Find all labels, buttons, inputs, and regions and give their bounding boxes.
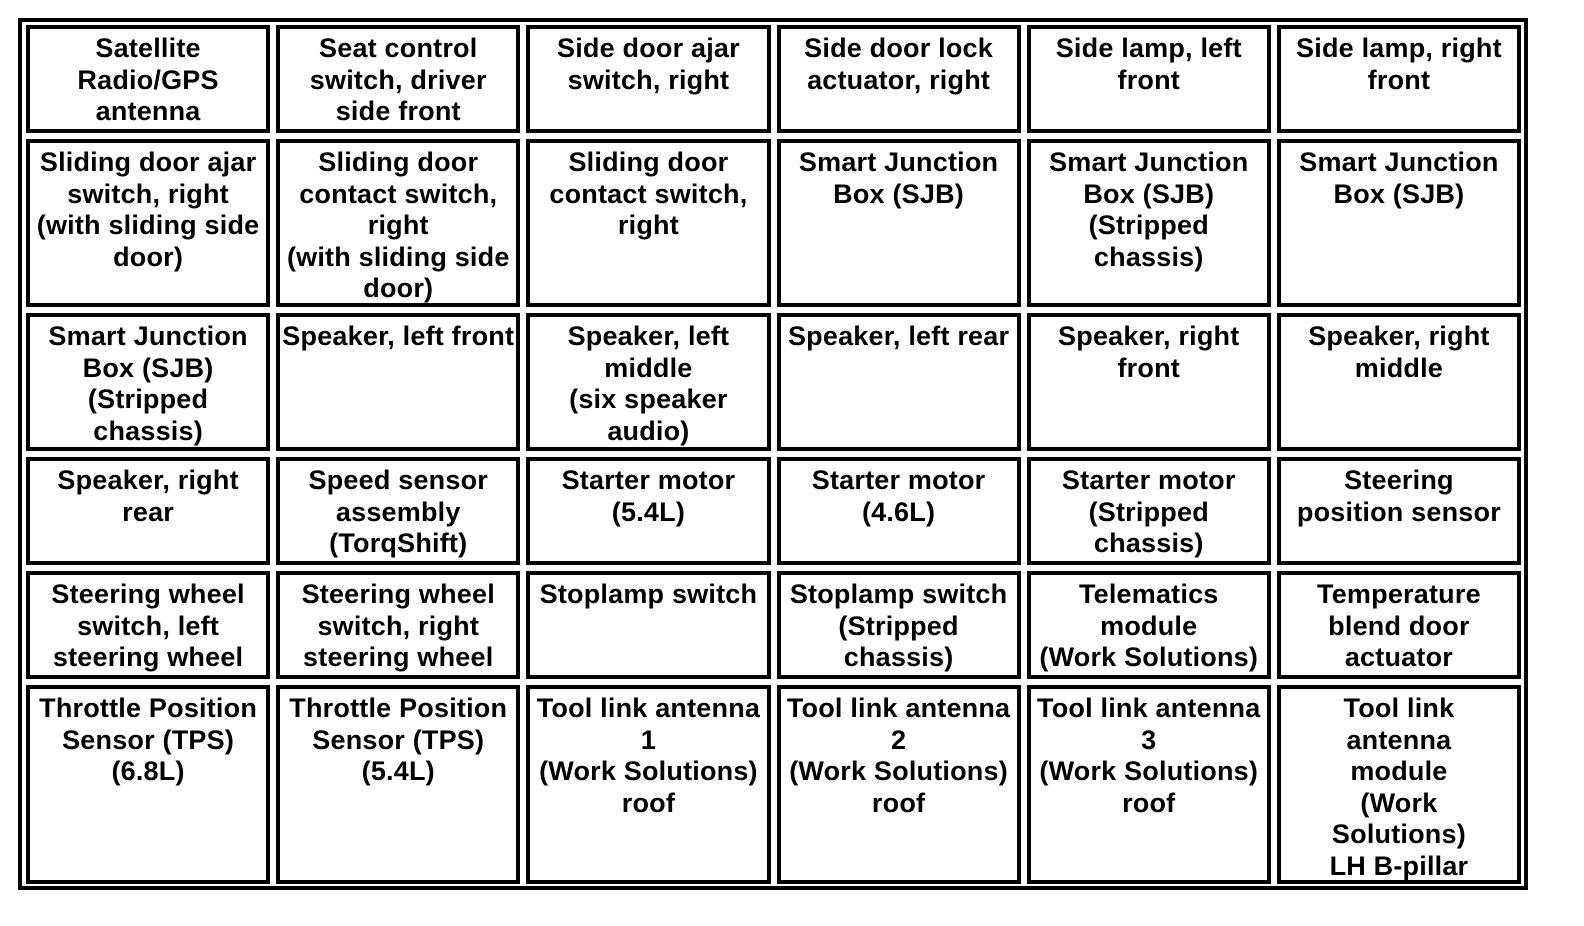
- cell-label: Side door ajar switch, right: [556, 33, 740, 95]
- cell-label: Speaker, right middle: [1308, 321, 1490, 383]
- cell-label: Tool link antenna 1 (Work Solutions) roof: [536, 693, 761, 818]
- cell-label: Speed sensor assembly (TorqShift): [308, 465, 488, 558]
- table-cell: [1277, 457, 1521, 565]
- table-cell: [1027, 313, 1271, 451]
- cell-label: Speaker, left rear: [787, 321, 1010, 351]
- table-cell: [26, 139, 270, 307]
- table-cell: [276, 139, 520, 307]
- table-cell: [1277, 313, 1521, 451]
- table-cell: [276, 571, 520, 679]
- cell-label: Smart Junction Box (SJB): [798, 147, 999, 209]
- table-cell: [777, 313, 1021, 451]
- table-cell: [1027, 457, 1271, 565]
- table-cell: [1027, 25, 1271, 133]
- cell-label: Stoplamp switch: [539, 579, 758, 609]
- table-cell: [526, 139, 770, 307]
- cell-label: Throttle Position Sensor (TPS) (5.4L): [289, 693, 508, 786]
- table-cell: [276, 457, 520, 565]
- table-cell: [26, 457, 270, 565]
- table-cell: [777, 25, 1021, 133]
- cell-label: Seat control switch, driver side front: [309, 33, 487, 126]
- table-cell: [1027, 571, 1271, 679]
- cell-label: Throttle Position Sensor (TPS) (6.8L): [39, 693, 258, 786]
- component-table-frame: [18, 18, 1528, 890]
- cell-label: Starter motor (5.4L): [561, 465, 736, 527]
- table-cell: [26, 685, 270, 884]
- table-cell: [777, 685, 1021, 884]
- table-cell: [26, 25, 270, 133]
- cell-label: Side lamp, left front: [1055, 33, 1242, 95]
- table-cell: [276, 313, 520, 451]
- table-cell: [526, 313, 770, 451]
- table-cell: [777, 139, 1021, 307]
- table-cell: [1277, 685, 1521, 884]
- table-cell: [526, 25, 770, 133]
- cell-label: Satellite Radio/GPS antenna: [77, 33, 219, 126]
- table-cell: [1277, 25, 1521, 133]
- table-cell: [777, 571, 1021, 679]
- cell-label: Steering wheel switch, left steering wheel: [51, 579, 245, 672]
- cell-label: Starter motor (4.6L): [811, 465, 986, 527]
- cell-label: Temperature blend door actuator: [1317, 579, 1481, 672]
- cell-label: Telematics module (Work Solutions): [1039, 579, 1259, 672]
- cell-label: Steering position sensor: [1296, 465, 1501, 527]
- cell-label: Speaker, right front: [1058, 321, 1240, 383]
- cell-label: Smart Junction Box (SJB): [1299, 147, 1499, 209]
- cell-label: Speaker, right rear: [57, 465, 239, 527]
- cell-label: Sliding door contact switch, right (with sliding side door): [286, 147, 510, 303]
- table-cell: [1027, 139, 1271, 307]
- cell-label: Tool link antenna 2 (Work Solutions) roof: [786, 693, 1011, 818]
- cell-label: Side door lock actuator, right: [804, 33, 993, 95]
- table-cell: [1027, 685, 1271, 884]
- table-cell: [526, 457, 770, 565]
- cell-label: Tool link antenna module (Work Solutions) LH B-pillar: [1329, 693, 1469, 881]
- table-cell: [276, 25, 520, 133]
- table-cell: [276, 685, 520, 884]
- cell-label: Smart Junction Box (SJB) (Stripped chassis): [1049, 147, 1249, 272]
- cell-label: Stoplamp switch (Stripped chassis): [789, 579, 1008, 672]
- cell-label: Starter motor (Stripped chassis): [1061, 465, 1236, 558]
- table-cell: [1277, 571, 1521, 679]
- table-cell: [1277, 139, 1521, 307]
- cell-label: Speaker, left front: [282, 321, 515, 351]
- table-cell: [526, 571, 770, 679]
- cell-label: Smart Junction Box (SJB) (Stripped chassis): [48, 321, 248, 446]
- cell-label: Sliding door contact switch, right: [549, 147, 748, 240]
- cell-label: Steering wheel switch, right steering wheel: [301, 579, 495, 672]
- cell-label: Speaker, left middle (six speaker audio): [567, 321, 730, 446]
- cell-label: Tool link antenna 3 (Work Solutions) roof: [1037, 693, 1261, 818]
- cell-label: Sliding door ajar switch, right (with sliding side door): [36, 147, 260, 272]
- component-table: [26, 25, 1521, 882]
- table-cell: [26, 571, 270, 679]
- cell-label: Side lamp, right front: [1296, 33, 1502, 95]
- table-cell: [526, 685, 770, 884]
- table-cell: [26, 313, 270, 451]
- table-cell: [777, 457, 1021, 565]
